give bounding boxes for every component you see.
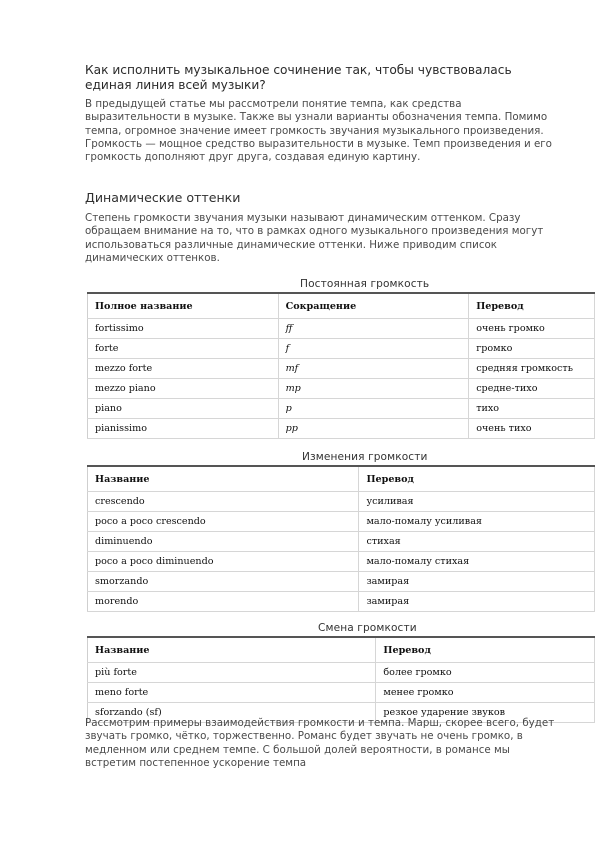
cell-translation: замирая xyxy=(359,592,595,612)
cell-translation: средне-тихо xyxy=(469,379,595,399)
cell-abbreviation: ff xyxy=(278,319,469,339)
column-header: Полное название xyxy=(88,293,279,319)
cell-name: smorzando xyxy=(88,572,359,592)
cell-full-name: forte xyxy=(88,339,279,359)
cell-translation: тихо xyxy=(469,399,595,419)
page-title: Как исполнить музыкальное сочинение так, чтобы чувствовалась единая линия всей музыки? xyxy=(85,63,512,92)
cell-full-name: piano xyxy=(88,399,279,419)
cell-name: più forte xyxy=(88,663,376,683)
cell-translation: средняя громкость xyxy=(469,359,595,379)
cell-translation: усиливая xyxy=(359,492,595,512)
cell-translation: резкое ударение звуков xyxy=(376,703,595,723)
cell-name: crescendo xyxy=(88,492,359,512)
cell-name: diminuendo xyxy=(88,532,359,552)
table-row xyxy=(88,419,595,439)
table-header-row xyxy=(88,466,595,492)
cell-translation: замирая xyxy=(359,572,595,592)
table-row xyxy=(88,552,595,572)
cell-full-name: pianissimo xyxy=(88,419,279,439)
cell-full-name: mezzo piano xyxy=(88,379,279,399)
cell-name: meno forte xyxy=(88,683,376,703)
cell-abbreviation: mp xyxy=(278,379,469,399)
cell-translation: мало-помалу усиливая xyxy=(359,512,595,532)
table-row xyxy=(88,683,595,703)
constant-volume-table xyxy=(87,292,595,439)
column-header: Перевод xyxy=(469,293,595,319)
table2-caption: Изменения громкости xyxy=(302,451,428,463)
table-row xyxy=(88,512,595,532)
table-row xyxy=(88,592,595,612)
cell-full-name: fortissimo xyxy=(88,319,279,339)
cell-name: poco a poco crescendo xyxy=(88,512,359,532)
table3-caption: Смена громкости xyxy=(318,622,417,634)
table-row xyxy=(88,492,595,512)
table-row xyxy=(88,572,595,592)
table-row xyxy=(88,319,595,339)
cell-abbreviation: pp xyxy=(278,419,469,439)
column-header: Сокращение xyxy=(278,293,469,319)
cell-translation: громко xyxy=(469,339,595,359)
section-heading: Динамические оттенки xyxy=(85,190,241,205)
cell-full-name: mezzo forte xyxy=(88,359,279,379)
cell-translation: более громко xyxy=(376,663,595,683)
table-row xyxy=(88,359,595,379)
column-header: Название xyxy=(88,637,376,663)
cell-name: poco a poco diminuendo xyxy=(88,552,359,572)
cell-translation: менее громко xyxy=(376,683,595,703)
table-row xyxy=(88,532,595,552)
cell-abbreviation: f xyxy=(278,339,469,359)
section-paragraph: Степень громкости звучания музыки называют динамическим оттенком. Сразу обращаем внимание на то, что в рамках одного музыкального произведения могут использоваться различные динамические оттенки. Ниже приводим список динамических оттенков. xyxy=(85,212,544,264)
table-row xyxy=(88,663,595,683)
volume-switch-table xyxy=(87,636,595,723)
table-row xyxy=(88,379,595,399)
table-header-row xyxy=(88,637,595,663)
cell-name: morendo xyxy=(88,592,359,612)
cell-translation: стихая xyxy=(359,532,595,552)
volume-changes-table xyxy=(87,465,595,612)
cell-translation: мало-помалу стихая xyxy=(359,552,595,572)
table-header-row xyxy=(88,293,595,319)
table-row xyxy=(88,399,595,419)
table-row xyxy=(88,339,595,359)
cell-abbreviation: p xyxy=(278,399,469,419)
closing-paragraph: Рассмотрим примеры взаимодействия громкости и темпа. Марш, скорее всего, будет звучать громко, чётко, торжественно. Романс будет звучать не очень громко, в медленном или среднем темпе. С большой долей вероятности, в романсе мы встретим постепенное ускорение темпа xyxy=(85,717,555,769)
cell-translation: очень громко xyxy=(469,319,595,339)
column-header: Перевод xyxy=(359,466,595,492)
column-header: Название xyxy=(88,466,359,492)
column-header: Перевод xyxy=(376,637,595,663)
cell-translation: очень тихо xyxy=(469,419,595,439)
intro-paragraph: В предыдущей статье мы рассмотрели понятие темпа, как средства выразительности в музыке. Также вы узнали варианты обозначения темпа. Помимо темпа, огромное значение имеет громкость звучания музыкального произведения. Громкость — мощное средство выразительности в музыке. Темп произведения и его громкость дополняют друг друга, создавая единую картину. xyxy=(85,98,552,164)
table1-caption: Постоянная громкость xyxy=(300,278,430,290)
cell-abbreviation: mf xyxy=(278,359,469,379)
cell-name: sforzando (sf) xyxy=(88,703,376,723)
